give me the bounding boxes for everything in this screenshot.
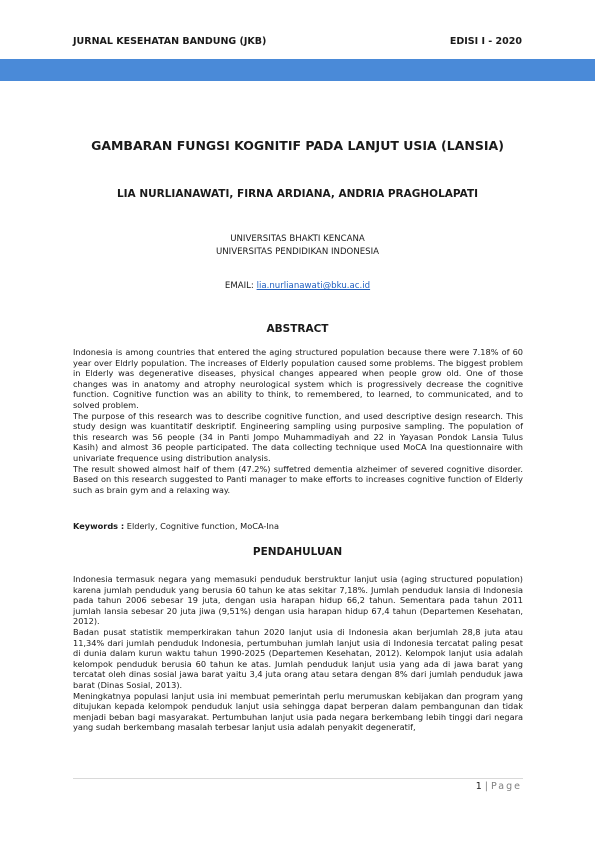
paper-title: GAMBARAN FUNGSI KOGNITIF PADA LANJUT USIA (LANSIA) bbox=[91, 138, 504, 153]
pendahuluan-heading: PENDAHULUAN bbox=[252, 546, 343, 558]
abstract-paragraph: The purpose of this research was to describe cognitive function, and used descriptive design research. This study design was kuantitatif deskriptif. Engineering sampling using purposive sampling. The population of this research was 56 people (34 in Panti Jompo Muhammadiyah and 22 in Yayasan Pondok Lansia Tulus Kasih) and almost 36 people participated. The data collecting technique used MoCA Ina questionnaire with univariate frequence using distribution analysis. bbox=[73, 410, 523, 463]
pendahuluan-paragraph: Meningkatnya populasi lanjut usia ini membuat pemerintah perlu merumuskan kebijakan dan program yang ditujukan kepada kelompok penduduk lanjut usia sehingga dapat berperan dalam pembangunan dan tidak menjadi beban bagi masyarakat. Pertumbuhan lanjut usia pada negara berkembang lebih tinggi dari negara yang sudah berkembang masalah terbesar lanjut usia adalah penyakit degeneratif, bbox=[73, 690, 523, 733]
footer-rule bbox=[73, 778, 523, 779]
page-separator: | bbox=[484, 781, 488, 792]
author-list: LIA NURLIANAWATI, FIRNA ARDIANA, ANDRIA PRAGHOLAPATI bbox=[116, 188, 479, 200]
page-word: Page bbox=[491, 781, 522, 792]
keywords-label: Keywords : bbox=[73, 521, 125, 531]
affiliation-1: UNIVERSITAS BHAKTI KENCANA bbox=[230, 234, 365, 244]
abstract-heading: ABSTRACT bbox=[266, 323, 329, 335]
page-footer bbox=[476, 781, 522, 792]
journal-name: JURNAL KESEHATAN BANDUNG (JKB) bbox=[73, 36, 267, 47]
page-number: 1 bbox=[475, 781, 482, 792]
affiliation-2: UNIVERSITAS PENDIDIKAN INDONESIA bbox=[215, 247, 380, 257]
email-label: EMAIL: bbox=[224, 281, 254, 291]
pendahuluan-paragraph: Badan pusat statistik memperkirakan tahun 2020 lanjut usia di Indonesia akan berjumlah 28,8 juta atau 11,34% dari jumlah penduduk Indonesia, pertumbuhan jumlah lanjut usia di Indonesia tercatat paling pesat di dunia dalam kurun waktu tahun 1990-2025 (Departemen Kesehatan, 2012). Kelompok lanjut usia adalah kelompok penduduk berusia 60 tahun ke atas. Jumlah penduduk lanjut usia yang ada di jawa barat yang tercatat oleh dinas sosial jawa barat yaitu 3,4 juta orang atau setara dengan 8% dari jumlah penduduk jawa barat (Dinas Sosial, 2013). bbox=[73, 626, 523, 690]
abstract-paragraph: The result showed almost half of them (47.2%) suffetred dementia alzheimer of severed cognitive disorder. Based on this research suggested to Panti manager to make efforts to increases cognitive function of Elderly such as brain gym and a relaxing way. bbox=[73, 463, 523, 495]
email-line bbox=[40, 281, 555, 291]
edition-label: EDISI I - 2020 bbox=[449, 36, 522, 47]
email-link[interactable]: lia.nurlianawati@bku.ac.id bbox=[256, 281, 371, 291]
abstract-body bbox=[73, 347, 523, 495]
pendahuluan-body bbox=[73, 574, 523, 733]
running-header bbox=[73, 36, 522, 50]
abstract-paragraph: Indonesia is among countries that entered the aging structured population because there were 7.18% of 60 year over Eldrly population. The increases of Elderly population caused some problems. The biggest problem in Elderly was degenerative diseases, physical changes appeared when people grow old. One of those changes was in anatomy and atrophy neurological system which is progressively decrease the cognitive function. Cognitive function was an ability to think, to remembered, to learned, to communicated, and to solved problem. bbox=[73, 347, 523, 410]
keywords-text: Elderly, Cognitive function, MoCA-Ina bbox=[126, 521, 279, 531]
keywords-line bbox=[73, 521, 523, 531]
header-band bbox=[0, 59, 595, 81]
pendahuluan-paragraph: Indonesia termasuk negara yang memasuki penduduk berstruktur lanjut usia (aging structured population) karena jumlah penduduk yang berusia 60 tahun ke atas sekitar 7,18%. Jumlah penduduk lansia di Indonesia pada tahun 2006 sebesar 19 juta, dengan usia harapan hidup 66,2 tahun. Sementara pada tahun 2011 jumlah lansia sebesar 20 juta jiwa (9,51%) dengan usia harapan hidup 67,4 tahun (Departemen Kesehatan, 2012). bbox=[73, 574, 523, 627]
